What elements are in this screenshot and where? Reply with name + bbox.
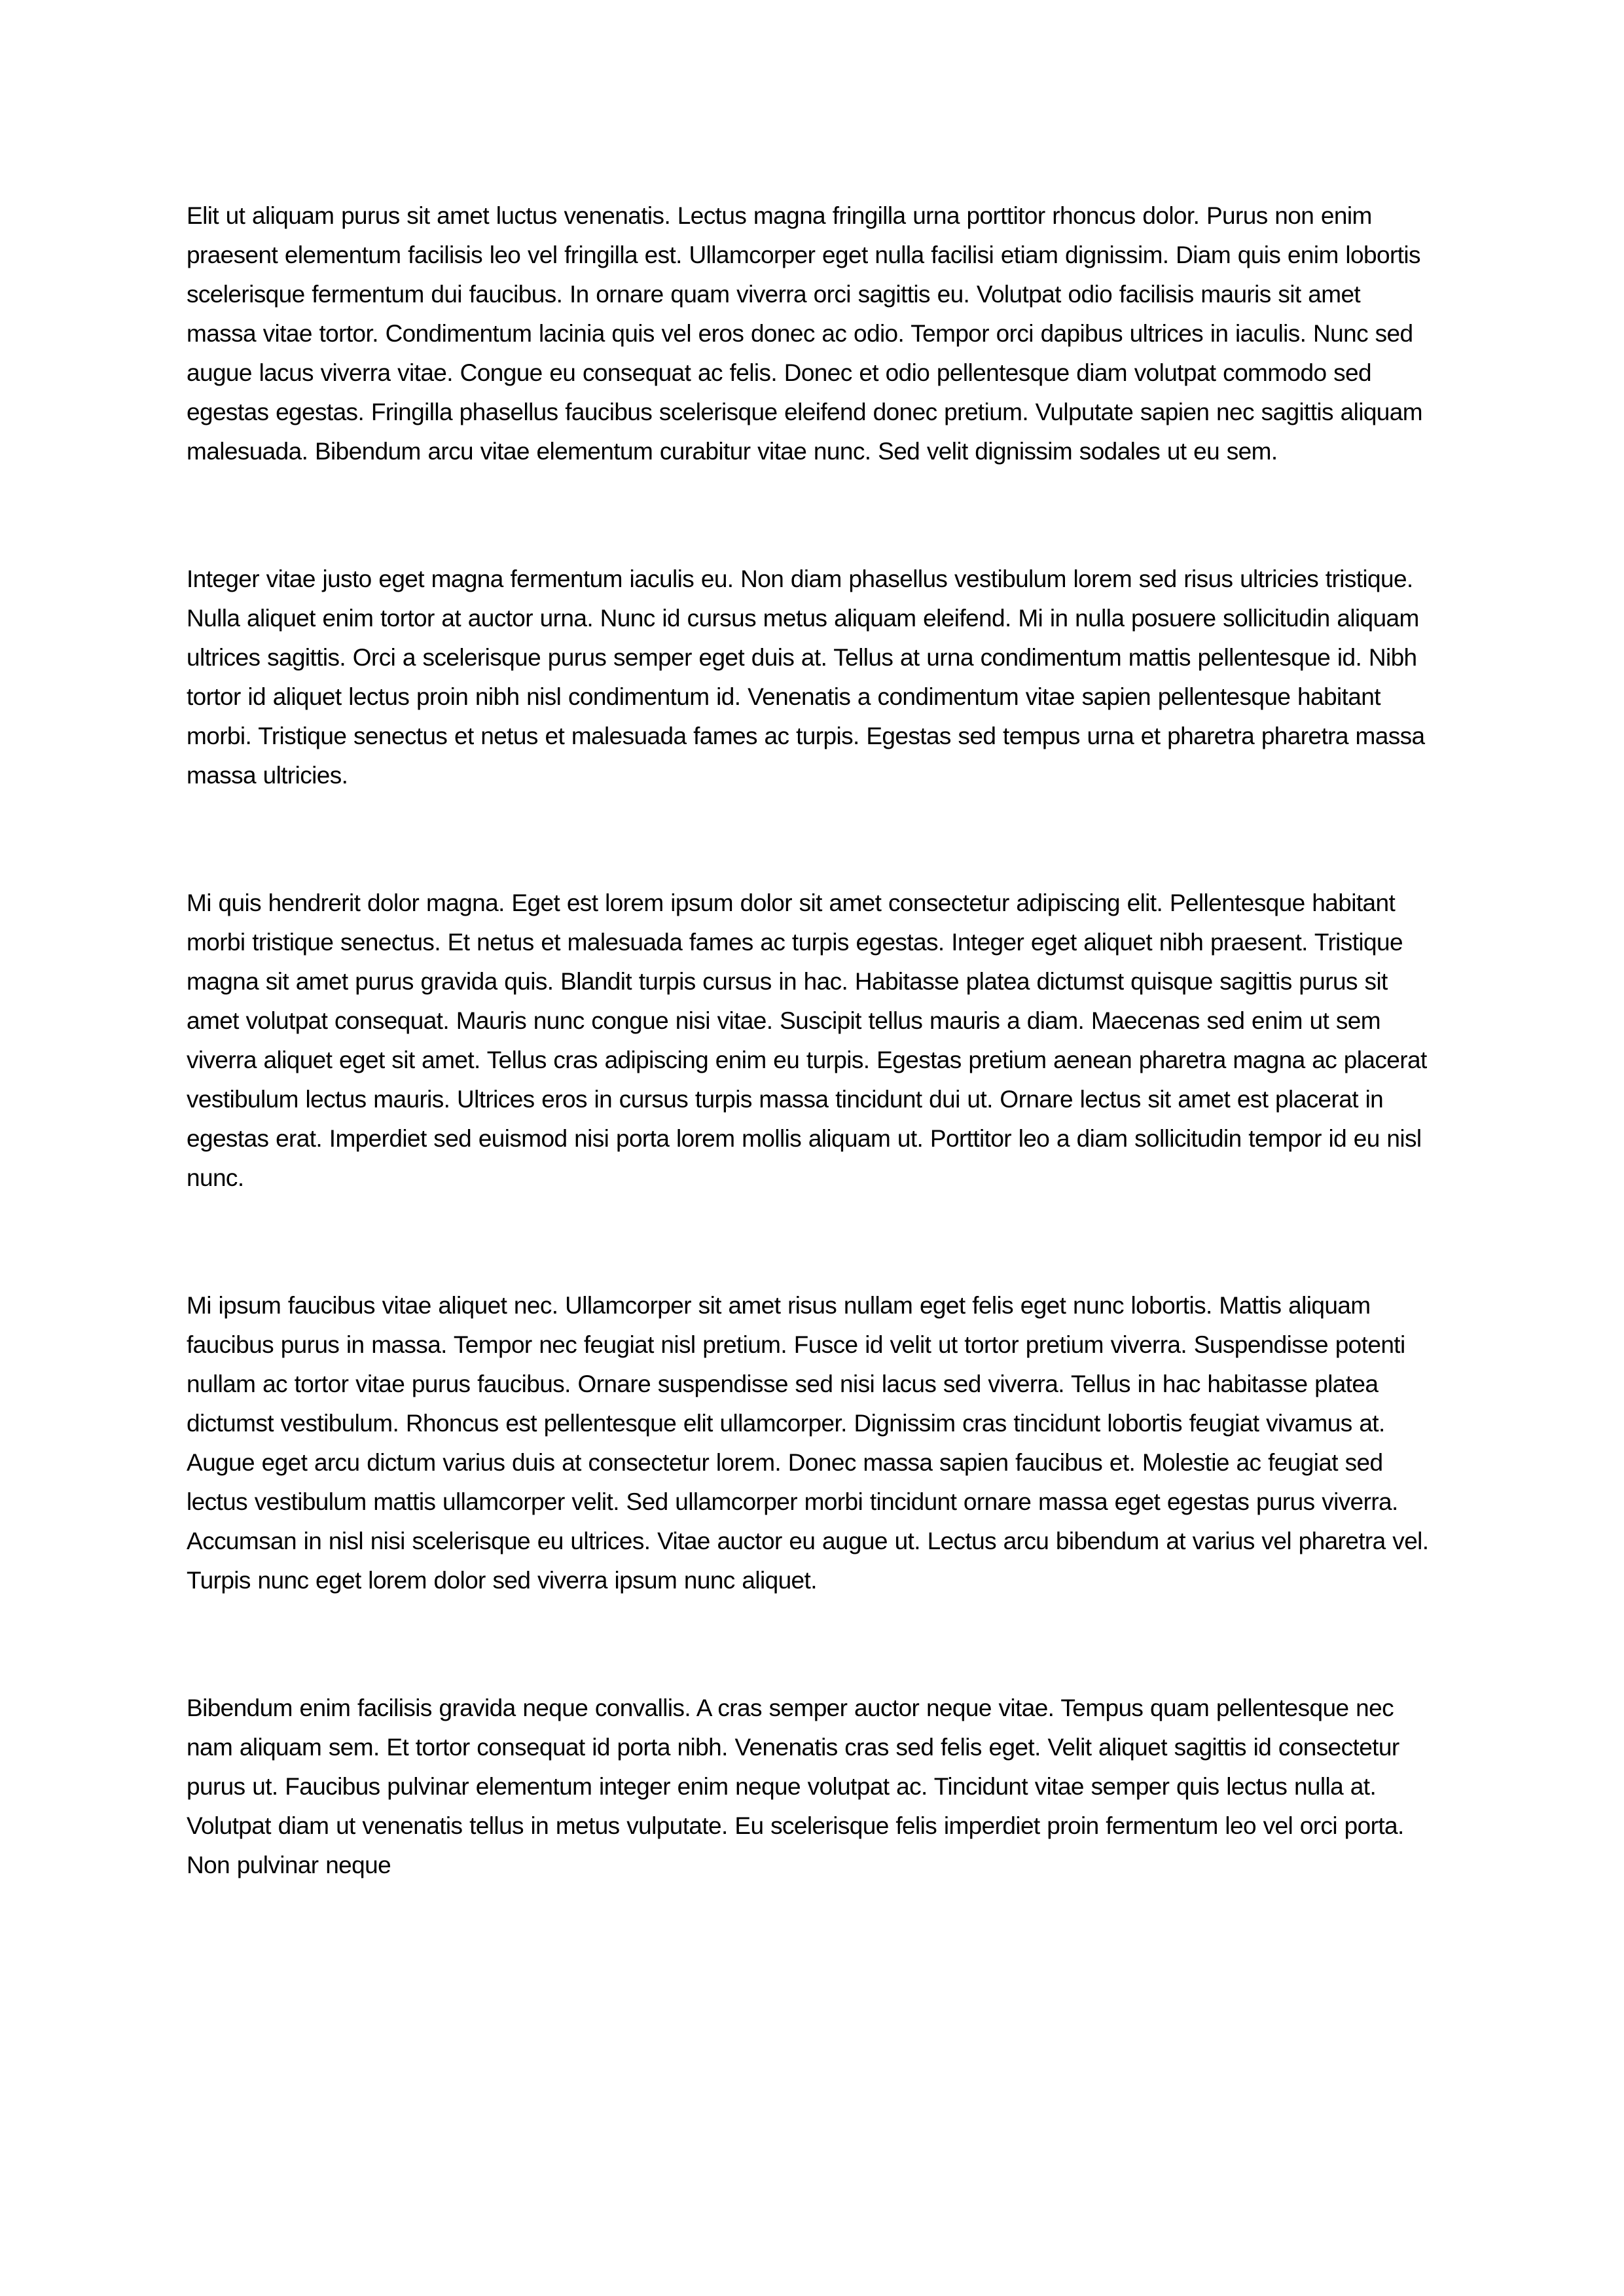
text-block (187, 196, 1435, 1885)
paragraph: Mi ipsum faucibus vitae aliquet nec. Ullamcorper sit amet risus nullam eget felis eget nunc lobortis. Mattis aliquam faucibus purus in massa. Tempor nec feugiat nisl pretium. Fusce id velit ut tortor pretium viverra. Suspendisse potenti nullam ac tortor vitae purus faucibus. Ornare suspendisse sed nisi lacus sed viverra. Tellus in hac habitasse platea dictumst vestibulum. Rhoncus est pellentesque elit ullamcorper. Dignissim cras tincidunt lobortis feugiat vivamus at. Augue eget arcu dictum varius duis at consectetur lorem. Donec massa sapien faucibus et. Molestie ac feugiat sed lectus vestibulum mattis ullamcorper velit. Sed ullamcorper morbi tincidunt ornare massa eget egestas purus viverra. Accumsan in nisl nisi scelerisque eu ultrices. Vitae auctor eu augue ut. Lectus arcu bibendum at varius vel pharetra vel. Turpis nunc eget lorem dolor sed viverra ipsum nunc aliquet. (187, 1292, 1429, 1594)
paragraph: Mi quis hendrerit dolor magna. Eget est lorem ipsum dolor sit amet consectetur adipiscing elit. Pellentesque habitant morbi tristique senectus. Et netus et malesuada fames ac turpis egestas. Integer eget aliquet nibh praesent. Tristique magna sit amet purus gravida quis. Blandit turpis cursus in hac. Habitasse platea dictumst quisque sagittis purus sit amet volutpat consequat. Mauris nunc congue nisi vitae. Suscipit tellus mauris a diam. Maecenas sed enim ut sem viverra aliquet eget sit amet. Tellus cras adipiscing enim eu turpis. Egestas pretium aenean pharetra magna ac placerat vestibulum lectus mauris. Ultrices eros in cursus turpis massa tincidunt dui ut. Ornare lectus sit amet est placerat in egestas erat. Imperdiet sed euismod nisi porta lorem mollis aliquam ut. Porttitor leo a diam sollicitudin tempor id eu nisl nunc. (187, 889, 1427, 1191)
paragraph: Bibendum enim facilisis gravida neque convallis. A cras semper auctor neque vitae. Tempus quam pellentesque nec nam aliquam sem. Et tortor consequat id porta nibh. Venenatis cras sed felis eget. Velit aliquet sagittis id consectetur purus ut. Faucibus pulvinar elementum integer enim neque volutpat ac. Tincidunt vitae semper quis lectus nulla at. Volutpat diam ut venenatis tellus in metus vulputate. Eu scelerisque felis imperdiet proin fermentum leo vel orci porta. Non pulvinar neque (187, 1695, 1404, 1878)
paragraph: Integer vitae justo eget magna fermentum iaculis eu. Non diam phasellus vestibulum lorem sed risus ultricies tristique. Nulla aliquet enim tortor at auctor urna. Nunc id cursus metus aliquam eleifend. Mi in nulla posuere sollicitudin aliquam ultrices sagittis. Orci a scelerisque purus semper eget duis at. Tellus at urna condimentum mattis pellentesque id. Nibh tortor id aliquet lectus proin nibh nisl condimentum id. Venenatis a condimentum vitae sapien pellentesque habitant morbi. Tristique senectus et netus et malesuada fames ac turpis. Egestas sed tempus urna et pharetra pharetra massa massa ultricies. (187, 565, 1425, 789)
paragraph: Elit ut aliquam purus sit amet luctus venenatis. Lectus magna fringilla urna porttitor rhoncus dolor. Purus non enim praesent elementum facilisis leo vel fringilla est. Ullamcorper eget nulla facilisi etiam dignissim. Diam quis enim lobortis scelerisque fermentum dui faucibus. In ornare quam viverra orci sagittis eu. Volutpat odio facilisis mauris sit amet massa vitae tortor. Condimentum lacinia quis vel eros donec ac odio. Tempor orci dapibus ultrices in iaculis. Nunc sed augue lacus viverra vitae. Congue eu consequat ac felis. Donec et odio pellentesque diam volutpat commodo sed egestas egestas. Fringilla phasellus faucibus scelerisque eleifend donec pretium. Vulputate sapien nec sagittis aliquam malesuada. Bibendum arcu vitae elementum curabitur vitae nunc. Sed velit dignissim sodales ut eu sem. (187, 202, 1422, 465)
